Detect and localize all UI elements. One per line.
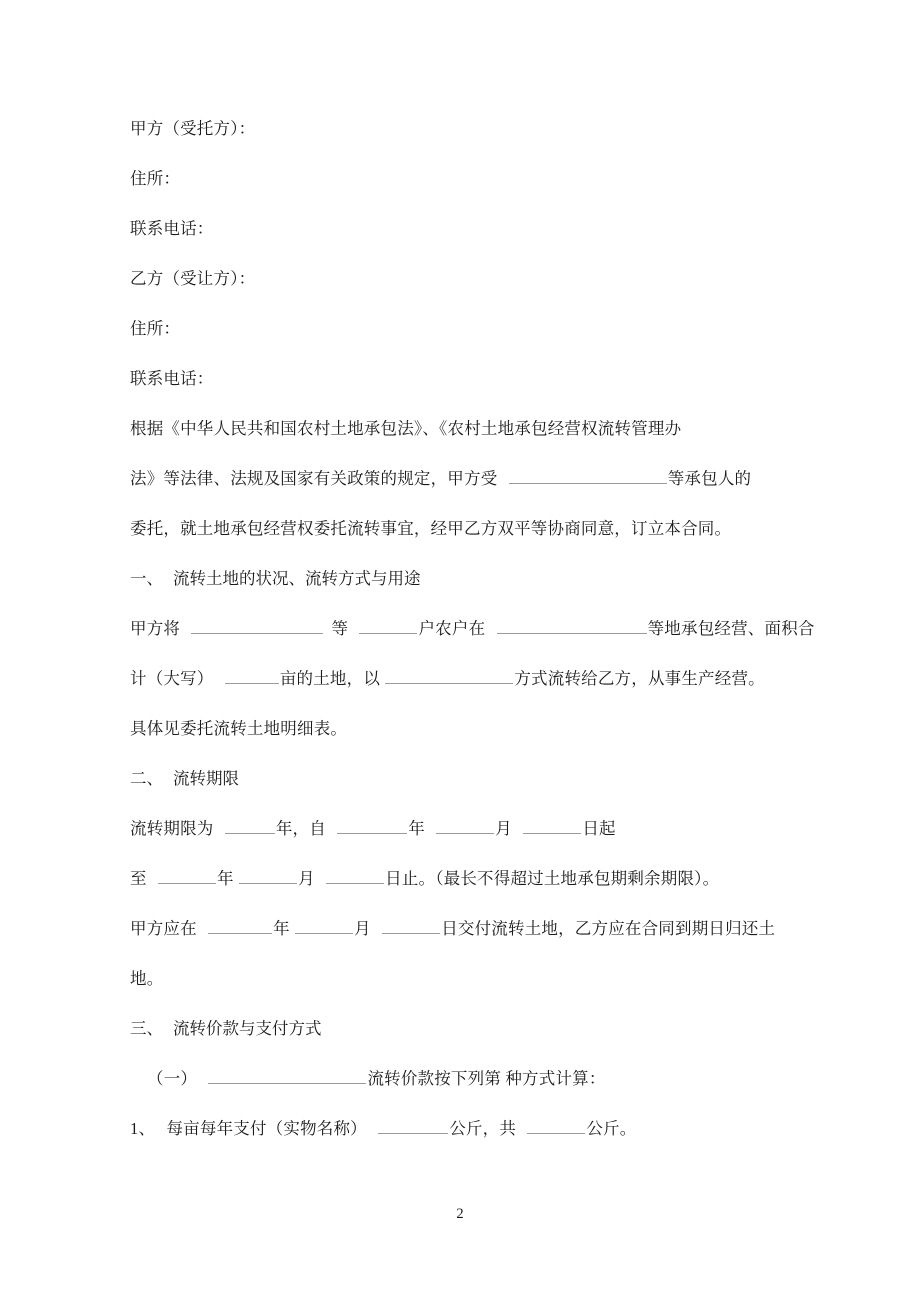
transfer-method-blank[interactable] [385, 668, 513, 684]
s3-item-1-seg1: 每亩每年支付（实物名称） [166, 1119, 367, 1138]
s3-item-one-text: 流转价款按下列第 种方式计算： [367, 1069, 606, 1088]
s2-p2-seg4: 日止。（最长不得超过土地承包期剩余期限）。 [385, 869, 720, 888]
kg-per-mu-blank[interactable] [378, 1118, 448, 1134]
s1-p2-seg1: 计（大写） [130, 669, 214, 688]
household-count-blank[interactable] [359, 618, 417, 634]
page-number: 2 [456, 1206, 464, 1222]
s3-item-1-seg3: 公斤。 [586, 1119, 637, 1138]
s2-p2-seg1: 至 [130, 869, 147, 888]
end-year-blank[interactable] [158, 868, 216, 884]
delivery-day-blank[interactable] [382, 918, 440, 934]
s2-p1-seg2: 年，自 [275, 819, 326, 838]
s3-item-one-marker: （一） [147, 1069, 198, 1088]
document-body [130, 104, 815, 1154]
preamble-line-1: 根据《中华人民共和国农村土地承包法》、《农村土地承包经营权流转管理办 [130, 419, 682, 438]
section-one-paragraph-1 [130, 604, 815, 654]
end-month-blank[interactable] [239, 868, 297, 884]
s1-p1-seg1: 甲方将 [130, 619, 181, 638]
s2-p1-seg4: 月 [495, 819, 512, 838]
s2-p2-seg3: 月 [298, 869, 315, 888]
s2-p1-seg3: 年 [408, 819, 425, 838]
party-a-address-label: 住所： [130, 169, 181, 188]
section-three-item-one [130, 1054, 742, 1104]
section-two-paragraph-1 [130, 804, 742, 854]
s1-p2-seg3: 方式流转给乙方，从事生产经营。 [514, 669, 765, 688]
party-a-phone-label: 联系电话： [130, 219, 214, 238]
s1-p1-seg2: 等 [331, 619, 349, 638]
s1-p1-seg4: 等地承包经营、面积合 [647, 619, 815, 638]
section-one-number: 一、 [130, 569, 163, 588]
party-b-label: 乙方（受让方）： [130, 269, 256, 288]
s2-p1-seg1: 流转期限为 [130, 819, 214, 838]
section-two-paragraph-4: 地。 [130, 969, 164, 988]
s2-p3-seg3: 月 [354, 919, 371, 938]
start-month-blank[interactable] [436, 818, 494, 834]
land-parcel-blank[interactable] [497, 618, 647, 634]
preamble-line-2 [130, 454, 752, 504]
section-one-title: 流转土地的状况、流转方式与用途 [173, 569, 421, 588]
start-day-blank[interactable] [523, 818, 581, 834]
delivery-year-blank[interactable] [208, 918, 272, 934]
section-one-paragraph-3: 具体见委托流转土地明细表。 [130, 719, 348, 738]
section-three-number: 三、 [130, 1019, 163, 1038]
start-year-blank[interactable] [337, 818, 407, 834]
party-b-phone-label: 联系电话： [130, 369, 214, 388]
preamble-line-2-before: 法》等法律、法规及国家有关政策的规定，甲方受 [130, 469, 498, 488]
total-kg-blank[interactable] [527, 1118, 585, 1134]
section-three-title: 流转价款与支付方式 [173, 1019, 322, 1038]
preamble-line-2-after: 等承包人的 [667, 469, 752, 488]
s2-p3-seg4: 日交付流转土地，乙方应在合同到期日归还土 [441, 919, 776, 938]
section-two-number: 二、 [130, 769, 163, 788]
s2-p3-seg2: 年 [273, 919, 290, 938]
term-years-blank[interactable] [225, 818, 275, 834]
area-in-words-blank[interactable] [225, 668, 279, 684]
delivery-month-blank[interactable] [295, 918, 353, 934]
section-one-heading [130, 554, 742, 604]
s2-p1-seg5: 日起 [582, 819, 616, 838]
party-a-label: 甲方（受托方）： [130, 119, 256, 138]
s2-p3-seg1: 甲方应在 [130, 919, 197, 938]
section-two-paragraph-3 [130, 904, 776, 954]
section-three-item-1 [130, 1104, 742, 1154]
land-location-blank[interactable] [191, 618, 323, 634]
section-two-title: 流转期限 [173, 769, 239, 788]
section-two-paragraph-2 [130, 854, 742, 904]
section-one-paragraph-2 [130, 654, 765, 704]
s1-p1-seg3: 户农户在 [418, 619, 486, 638]
s2-p2-seg2: 年 [217, 869, 234, 888]
s3-item-1-seg2: 公斤，共 [449, 1119, 517, 1138]
s3-item-1-marker: 1、 [130, 1119, 156, 1138]
party-b-address-label: 住所： [130, 319, 181, 338]
section-two-heading [130, 754, 742, 804]
section-three-heading [130, 1004, 742, 1054]
preamble-line-3: 委托，就土地承包经营权委托流转事宜，经甲乙方双平等协商同意，订立本合同。 [130, 519, 732, 538]
price-basis-blank[interactable] [208, 1068, 366, 1084]
s1-p2-seg2: 亩的土地，以 [279, 669, 381, 688]
end-day-blank[interactable] [326, 868, 384, 884]
entrusting-contractor-blank[interactable] [509, 468, 667, 484]
